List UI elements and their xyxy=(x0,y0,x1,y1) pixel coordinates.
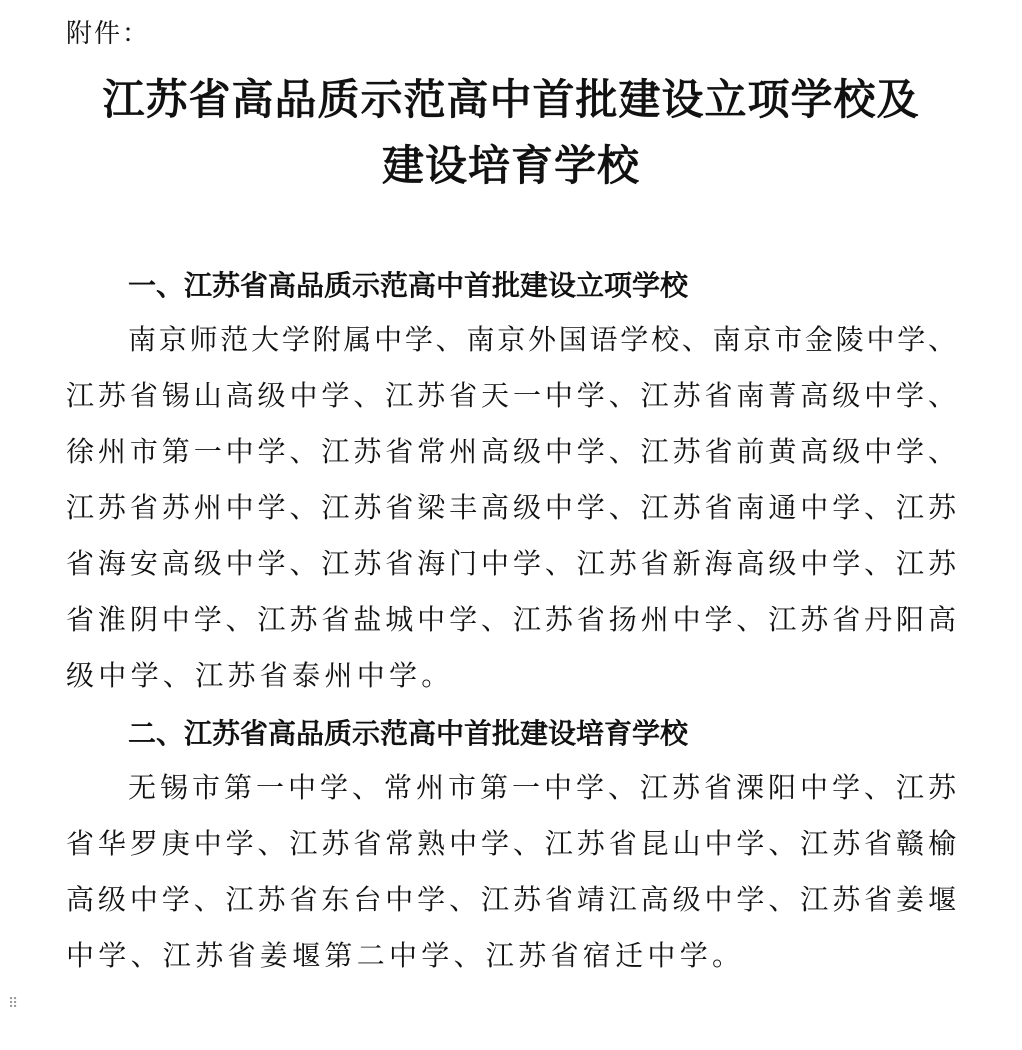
section-2-line-2: 省华罗庚中学、江苏省常熟中学、江苏省昆山中学、江苏省赣榆 xyxy=(66,827,956,860)
section-1-line-5: 省海安高级中学、江苏省海门中学、江苏省新海高级中学、江苏 xyxy=(66,547,956,580)
section-1-line-7: 级中学、江苏省泰州中学。 xyxy=(66,659,454,692)
section-1-line-3: 徐州市第一中学、江苏省常州高级中学、江苏省前黄高级中学、 xyxy=(66,435,956,468)
section-heading-2: 二、江苏省高品质示范高中首批建设培育学校 xyxy=(128,717,689,750)
section-2-line-1: 无锡市第一中学、常州市第一中学、江苏省溧阳中学、江苏 xyxy=(128,771,956,804)
section-2-line-3: 高级中学、江苏省东台中学、江苏省靖江高级中学、江苏省姜堰 xyxy=(66,883,956,916)
section-1-line-1: 南京师范大学附属中学、南京外国语学校、南京市金陵中学、 xyxy=(128,323,956,356)
section-2-line-4: 中学、江苏省姜堰第二中学、江苏省宿迁中学。 xyxy=(66,939,745,972)
section-1-line-4: 江苏省苏州中学、江苏省梁丰高级中学、江苏省南通中学、江苏 xyxy=(66,491,956,524)
drag-handle-icon[interactable]: ⠿ xyxy=(8,996,19,1012)
document-title-line-1: 江苏省高品质示范高中首批建设立项学校及 xyxy=(102,75,920,124)
section-heading-1: 一、江苏省高品质示范高中首批建设立项学校 xyxy=(128,269,689,302)
section-1-line-2: 江苏省锡山高级中学、江苏省天一中学、江苏省南菁高级中学、 xyxy=(66,379,956,412)
section-1-line-6: 省淮阴中学、江苏省盐城中学、江苏省扬州中学、江苏省丹阳高 xyxy=(66,603,956,636)
attachment-label: 附件： xyxy=(66,19,151,49)
document-title-line-2: 建设培育学校 xyxy=(381,141,640,190)
